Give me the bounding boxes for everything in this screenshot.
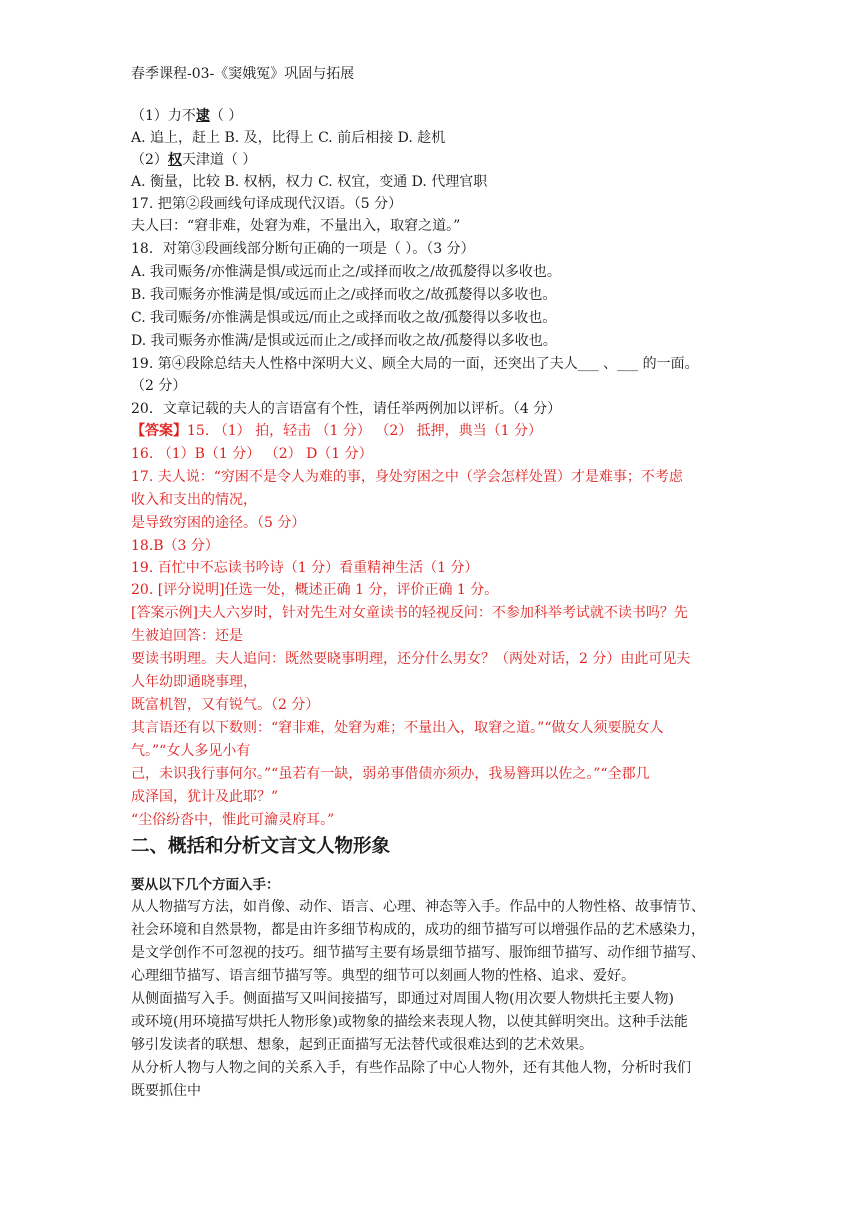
answer-20: 20. [评分说明]任选一处，概述正确 1 分，评价正确 1 分。 bbox=[131, 582, 499, 598]
question-20: 20．文章记载的夫人的言语富有个性，请任举两例加以评析。（4 分） bbox=[131, 401, 562, 417]
question-17-text: 夫人曰：“窘非难，处窘为难，不量出入，取窘之道。” bbox=[131, 218, 461, 234]
answer-15 bbox=[131, 420, 542, 442]
section-2-paragraph-3-line1: 从分析人物与人物之间的关系入手，有些作品除了中心人物外，还有其他人物，分析时我们 bbox=[131, 1060, 691, 1076]
q16-2-prefix: （2） bbox=[131, 152, 168, 168]
answer-20-example-line4: 人年幼即通晓事理， bbox=[131, 674, 257, 690]
answer-15-text: 15. （1） 拍，轻击 （1 分） （2） 抵押，典当（1 分） bbox=[187, 423, 543, 439]
question-16-1-options: A. 追上，赶上 B. 及，比得上 C. 前后相接 D. 趁机 bbox=[131, 130, 446, 146]
section-2-paragraph-1-line2: 社会环境和自然景物，都是由许多细节构成的，成功的细节描写可以增强作品的艺术感染力， bbox=[131, 922, 705, 938]
question-16-2 bbox=[131, 149, 256, 171]
question-19-line2: （2 分） bbox=[131, 378, 187, 394]
section-2-heading: 二、概括和分析文言文人物形象 bbox=[131, 836, 391, 857]
section-2-paragraph-1-line3: 是文学创作不可忽视的技巧。细节描写主要有场景细节描写、服饰细节描写、动作细节描写、 bbox=[131, 945, 705, 961]
answer-20-example-line7: 气。”“女人多见小有 bbox=[131, 743, 251, 759]
section-2-paragraph-2-line3: 够引发读者的联想、想象，起到正面描写无法替代或很难达到的艺术效果。 bbox=[131, 1037, 593, 1053]
question-18-option-b: B. 我司赈务亦惟满是惧/或远而止之/或择而收之/故孤嫠得以多收也。 bbox=[131, 287, 557, 303]
answer-label: 【答案】 bbox=[131, 423, 187, 439]
question-18-option-d: D. 我司赈务亦惟满/是惧或远而止之/或择而收之故/孤嫠得以多收也。 bbox=[131, 333, 557, 349]
q16-1-prefix: （1）力不 bbox=[131, 108, 196, 124]
question-18-option-a: A. 我司赈务/亦惟满是惧/或远而止之/或择而收之/故孤嫠得以多收也。 bbox=[131, 264, 561, 280]
answer-20-example-line2: 生被迫回答：还是 bbox=[131, 628, 243, 644]
section-2-paragraph-2-line2: 或环境(用环境描写烘托人物形象)或物象的描绘来表现人物，以使其鲜明突出。这种手法能 bbox=[131, 1014, 688, 1030]
answer-20-example-line9: 成泽国，犹计及此耶？” bbox=[131, 789, 279, 805]
section-2-paragraph-1-line1: 从人物描写方法，如肖像、动作、语言、心理、神态等入手。作品中的人物性格、故事情节、 bbox=[131, 899, 705, 915]
question-16-1 bbox=[131, 105, 242, 127]
answer-20-example-line5: 既富机智，又有锐气。（2 分） bbox=[131, 697, 320, 713]
answer-20-example-line6: 其言语还有以下数则：“窘非难，处窘为难；不量出入，取窘之道。”“做女人须要脱女人 bbox=[131, 720, 664, 736]
question-16-2-options: A. 衡量，比较 B. 权柄，权力 C. 权宜，变通 D. 代理官职 bbox=[131, 174, 488, 190]
answer-20-example-line10: “尘俗纷沓中，惟此可瀹灵府耳。” bbox=[131, 812, 335, 828]
q16-1-suffix: （ ） bbox=[209, 108, 243, 124]
answer-17-line1: 17. 夫人说：“穷困不是令人为难的事，身处穷困之中（学会怎样处置）才是难事；不考虑 bbox=[131, 469, 683, 485]
section-2-paragraph-1-line4: 心理细节描写、语言细节描写等。典型的细节可以刻画人物的性格、追求、爱好。 bbox=[131, 968, 635, 984]
answer-20-example-line8: 己，未识我行事何尔。”“虽若有一缺，弱弟事借债亦须办，我易簪珥以佐之。”“全郡几 bbox=[131, 766, 650, 782]
answer-20-example-line1: [答案示例]夫人六岁时，针对先生对女童读书的轻视反问：不参加科举考试就不读书吗？先 bbox=[131, 605, 688, 621]
answer-20-example-line3: 要读书明理。夫人追问：既然要晓事明理，还分什么男女？（两处对话，2 分）由此可见夫 bbox=[131, 651, 691, 667]
question-18-option-c: C. 我司赈务/亦惟满是惧或远/而止之或择而收之故/孤嫠得以多收也。 bbox=[131, 310, 557, 326]
section-2-paragraph-2-line1: 从侧面描写入手。侧面描写又叫间接描写，即通过对周围人物(用次要人物烘托主要人物) bbox=[131, 991, 674, 1007]
answer-19: 19. 百忙中不忘读书吟诗（1 分）看重精神生活（1 分） bbox=[131, 560, 479, 576]
question-17: 17. 把第②段画线句译成现代汉语。（5 分） bbox=[131, 196, 403, 212]
answer-17-line2: 收入和支出的情况， bbox=[131, 492, 257, 508]
q16-1-keyword: 逮 bbox=[195, 108, 210, 124]
answer-16: 16. （1）B（1 分） （2） D（1 分） bbox=[131, 446, 373, 462]
section-2-paragraph-3-line2: 既要抓住中 bbox=[131, 1083, 201, 1099]
question-18: 18．对第③段画线部分断句正确的一项是（ ）。（3 分） bbox=[131, 241, 475, 257]
q16-2-keyword: 权 bbox=[167, 152, 182, 168]
q16-2-suffix: 天津道（ ） bbox=[181, 152, 257, 168]
answer-17-line3: 是导致穷困的途径。（5 分） bbox=[131, 515, 306, 531]
answer-18: 18.B（3 分） bbox=[131, 538, 219, 554]
page-header: 春季课程-03-《窦娥冤》巩固与拓展 bbox=[131, 66, 355, 82]
question-19-line1: 19. 第④段除总结夫人性格中深明大义、顾全大局的一面，还突出了夫人___ 、___ 的一面。 bbox=[131, 356, 699, 372]
section-2-subheading: 要从以下几个方面入手： bbox=[131, 877, 280, 893]
